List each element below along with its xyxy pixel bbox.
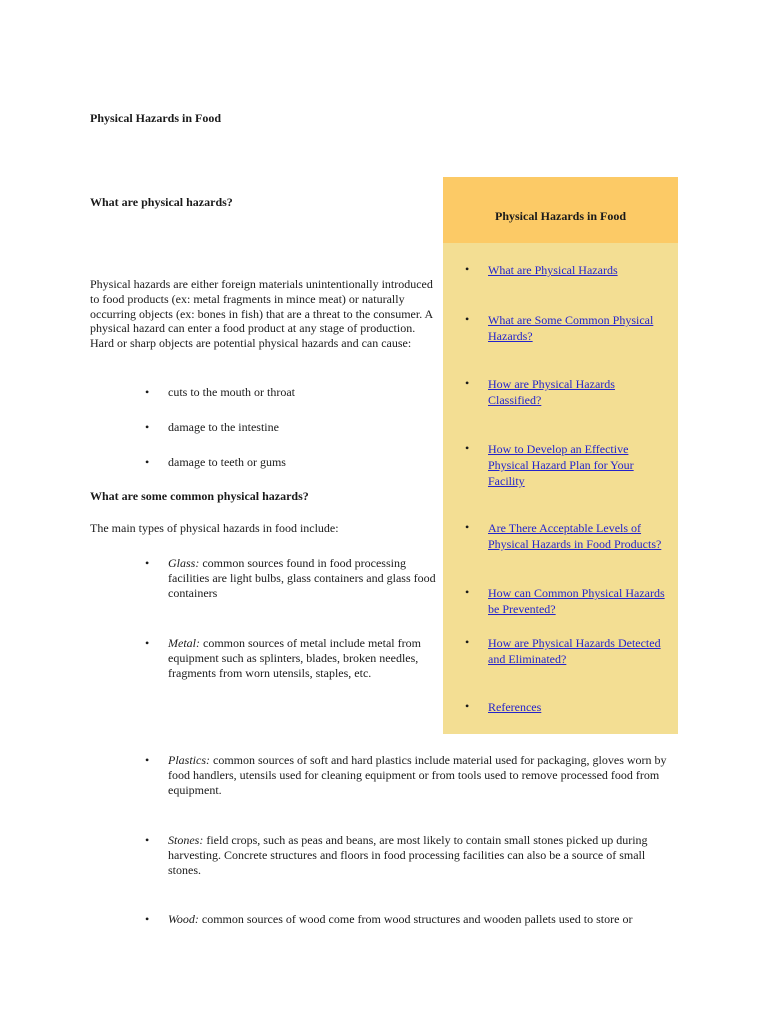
list-item <box>145 385 295 400</box>
bullet-icon: • <box>145 912 150 926</box>
section-heading-what-are: What are physical hazards? <box>90 195 233 209</box>
bullet-icon: • <box>465 635 470 649</box>
intro-paragraph: Physical hazards are either foreign materials unintentionally introduced to food products (ex: metal fragments in mince meat) or naturally occurring objects (ex: bones in fish) that are a threat to the consumer. A physical hazard can enter a food product at any stage of production. Hard or sharp objects are potential physical hazards and can cause: <box>90 277 433 351</box>
item-text: common sources of soft and hard plastics include material used for packaging, gloves worn by food handlers, utensils used for cleaning equipment or from tools used to remove processed food from equipment. <box>168 753 667 797</box>
sidebar-link-references[interactable]: References <box>488 700 542 714</box>
bullet-icon: • <box>465 262 470 276</box>
list-item-text: damage to teeth or gums <box>168 455 286 469</box>
bullet-icon: • <box>465 699 470 713</box>
list-item <box>145 455 286 470</box>
term-metal: Metal: <box>168 636 200 650</box>
term-plastics: Plastics: <box>168 753 210 767</box>
sidebar-link-what-are[interactable]: What are Physical Hazards <box>488 263 618 277</box>
sidebar-link-classified[interactable]: How are Physical Hazards Classified? <box>488 377 615 407</box>
bullet-icon: • <box>465 520 470 534</box>
term-wood: Wood: <box>168 912 199 926</box>
bullet-icon: • <box>145 385 150 399</box>
item-text: common sources of wood come from wood structures and wooden pallets used to store or <box>198 912 633 926</box>
bullet-icon: • <box>145 420 150 434</box>
list-item-wood <box>145 912 678 927</box>
section-heading-common: What are some common physical hazards? <box>90 489 309 503</box>
bullet-icon: • <box>145 753 150 767</box>
list-item-metal <box>145 636 436 681</box>
term-glass: Glass: <box>168 556 200 570</box>
bullet-icon: • <box>465 585 470 599</box>
item-text: field crops, such as peas and beans, are most likely to contain small stones picked up during harvesting. Concrete structures and floors in food processing facilities can also be a source of small stones. <box>168 833 648 877</box>
sidebar-link-acceptable-levels[interactable]: Are There Acceptable Levels of Physical Hazards in Food Products? <box>488 521 662 551</box>
list-item-plastics <box>145 753 678 798</box>
sidebar-header <box>443 177 678 243</box>
list-item-text: damage to the intestine <box>168 420 279 434</box>
bullet-icon: • <box>465 441 470 455</box>
bullet-icon: • <box>465 376 470 390</box>
bullet-icon: • <box>145 636 150 650</box>
list-item-glass <box>145 556 436 601</box>
term-stones: Stones: <box>168 833 204 847</box>
bullet-icon: • <box>145 556 150 570</box>
bullet-icon: • <box>145 833 150 847</box>
bullet-icon: • <box>465 312 470 326</box>
list-item-text: cuts to the mouth or throat <box>168 385 295 399</box>
sidebar-link-develop-plan[interactable]: How to Develop an Effective Physical Hazard Plan for Your Facility <box>488 442 634 488</box>
sidebar-title: Physical Hazards in Food <box>494 209 626 223</box>
sidebar-link-common[interactable]: What are Some Common Physical Hazards? <box>488 313 654 343</box>
sidebar-nav <box>443 177 678 734</box>
item-text: common sources found in food processing facilities are light bulbs, glass containers and glass food containers <box>168 556 436 600</box>
item-text: common sources of metal include metal from equipment such as splinters, blades, broken needles, fragments from worn utensils, staples, etc. <box>168 636 421 680</box>
sidebar-link-detected[interactable]: How are Physical Hazards Detected and Eliminated? <box>488 636 661 666</box>
types-intro: The main types of physical hazards in food include: <box>90 521 339 535</box>
sidebar-link-prevented[interactable]: How can Common Physical Hazards be Prevented? <box>488 586 665 616</box>
page-title: Physical Hazards in Food <box>90 111 222 125</box>
list-item-stones <box>145 833 678 878</box>
bullet-icon: • <box>145 455 150 469</box>
list-item <box>145 420 279 435</box>
